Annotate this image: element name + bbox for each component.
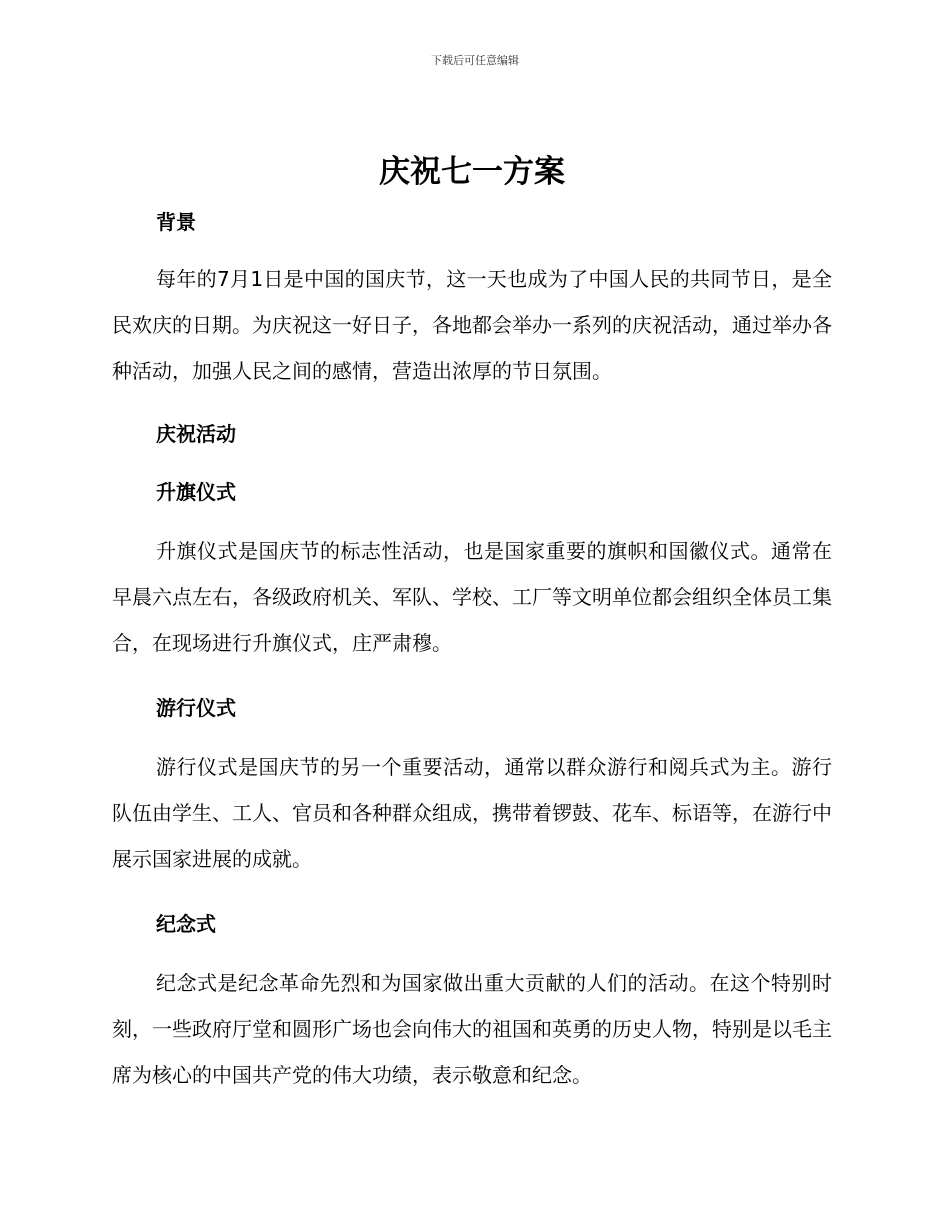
heading-celebration-activities: 庆祝活动 — [156, 422, 236, 446]
heading-memorial: 纪念式 — [156, 912, 216, 936]
paragraph-background: 每年的7月1日是中国的国庆节，这一天也成为了中国人民的共同节日，是全民欢庆的日期。为庆祝这一好日子，各地都会举办一系列的庆祝活动，通过举办各种活动，加强人民之间的感情，营造出浓厚的节日氛围。 — [112, 267, 832, 383]
page-header-note: 下载后可任意编辑 — [431, 54, 519, 67]
heading-parade: 游行仪式 — [156, 696, 236, 720]
paragraph-parade: 游行仪式是国庆节的另一个重要活动，通常以群众游行和阅兵式为主。游行队伍由学生、工人、官员和各种群众组成，携带着锣鼓、花车、标语等，在游行中展示国家进展的成就。 — [112, 755, 832, 871]
document-title: 庆祝七一方案 — [379, 154, 565, 190]
document-body — [112, 150, 832, 1098]
paragraph-flag-raising: 升旗仪式是国庆节的标志性活动，也是国家重要的旗帜和国徽仪式。通常在早晨六点左右，各级政府机关、军队、学校、工厂等文明单位都会组织全体员工集合，在现场进行升旗仪式，庄严肃穆。 — [112, 539, 832, 655]
heading-flag-raising: 升旗仪式 — [156, 480, 236, 504]
paragraph-memorial: 纪念式是纪念革命先烈和为国家做出重大贡献的人们的活动。在这个特别时刻，一些政府厅堂和圆形广场也会向伟大的祖国和英勇的历史人物，特别是以毛主席为核心的中国共产党的伟大功绩，表示敬意和纪念。 — [112, 971, 832, 1087]
heading-background: 背景 — [156, 210, 196, 234]
